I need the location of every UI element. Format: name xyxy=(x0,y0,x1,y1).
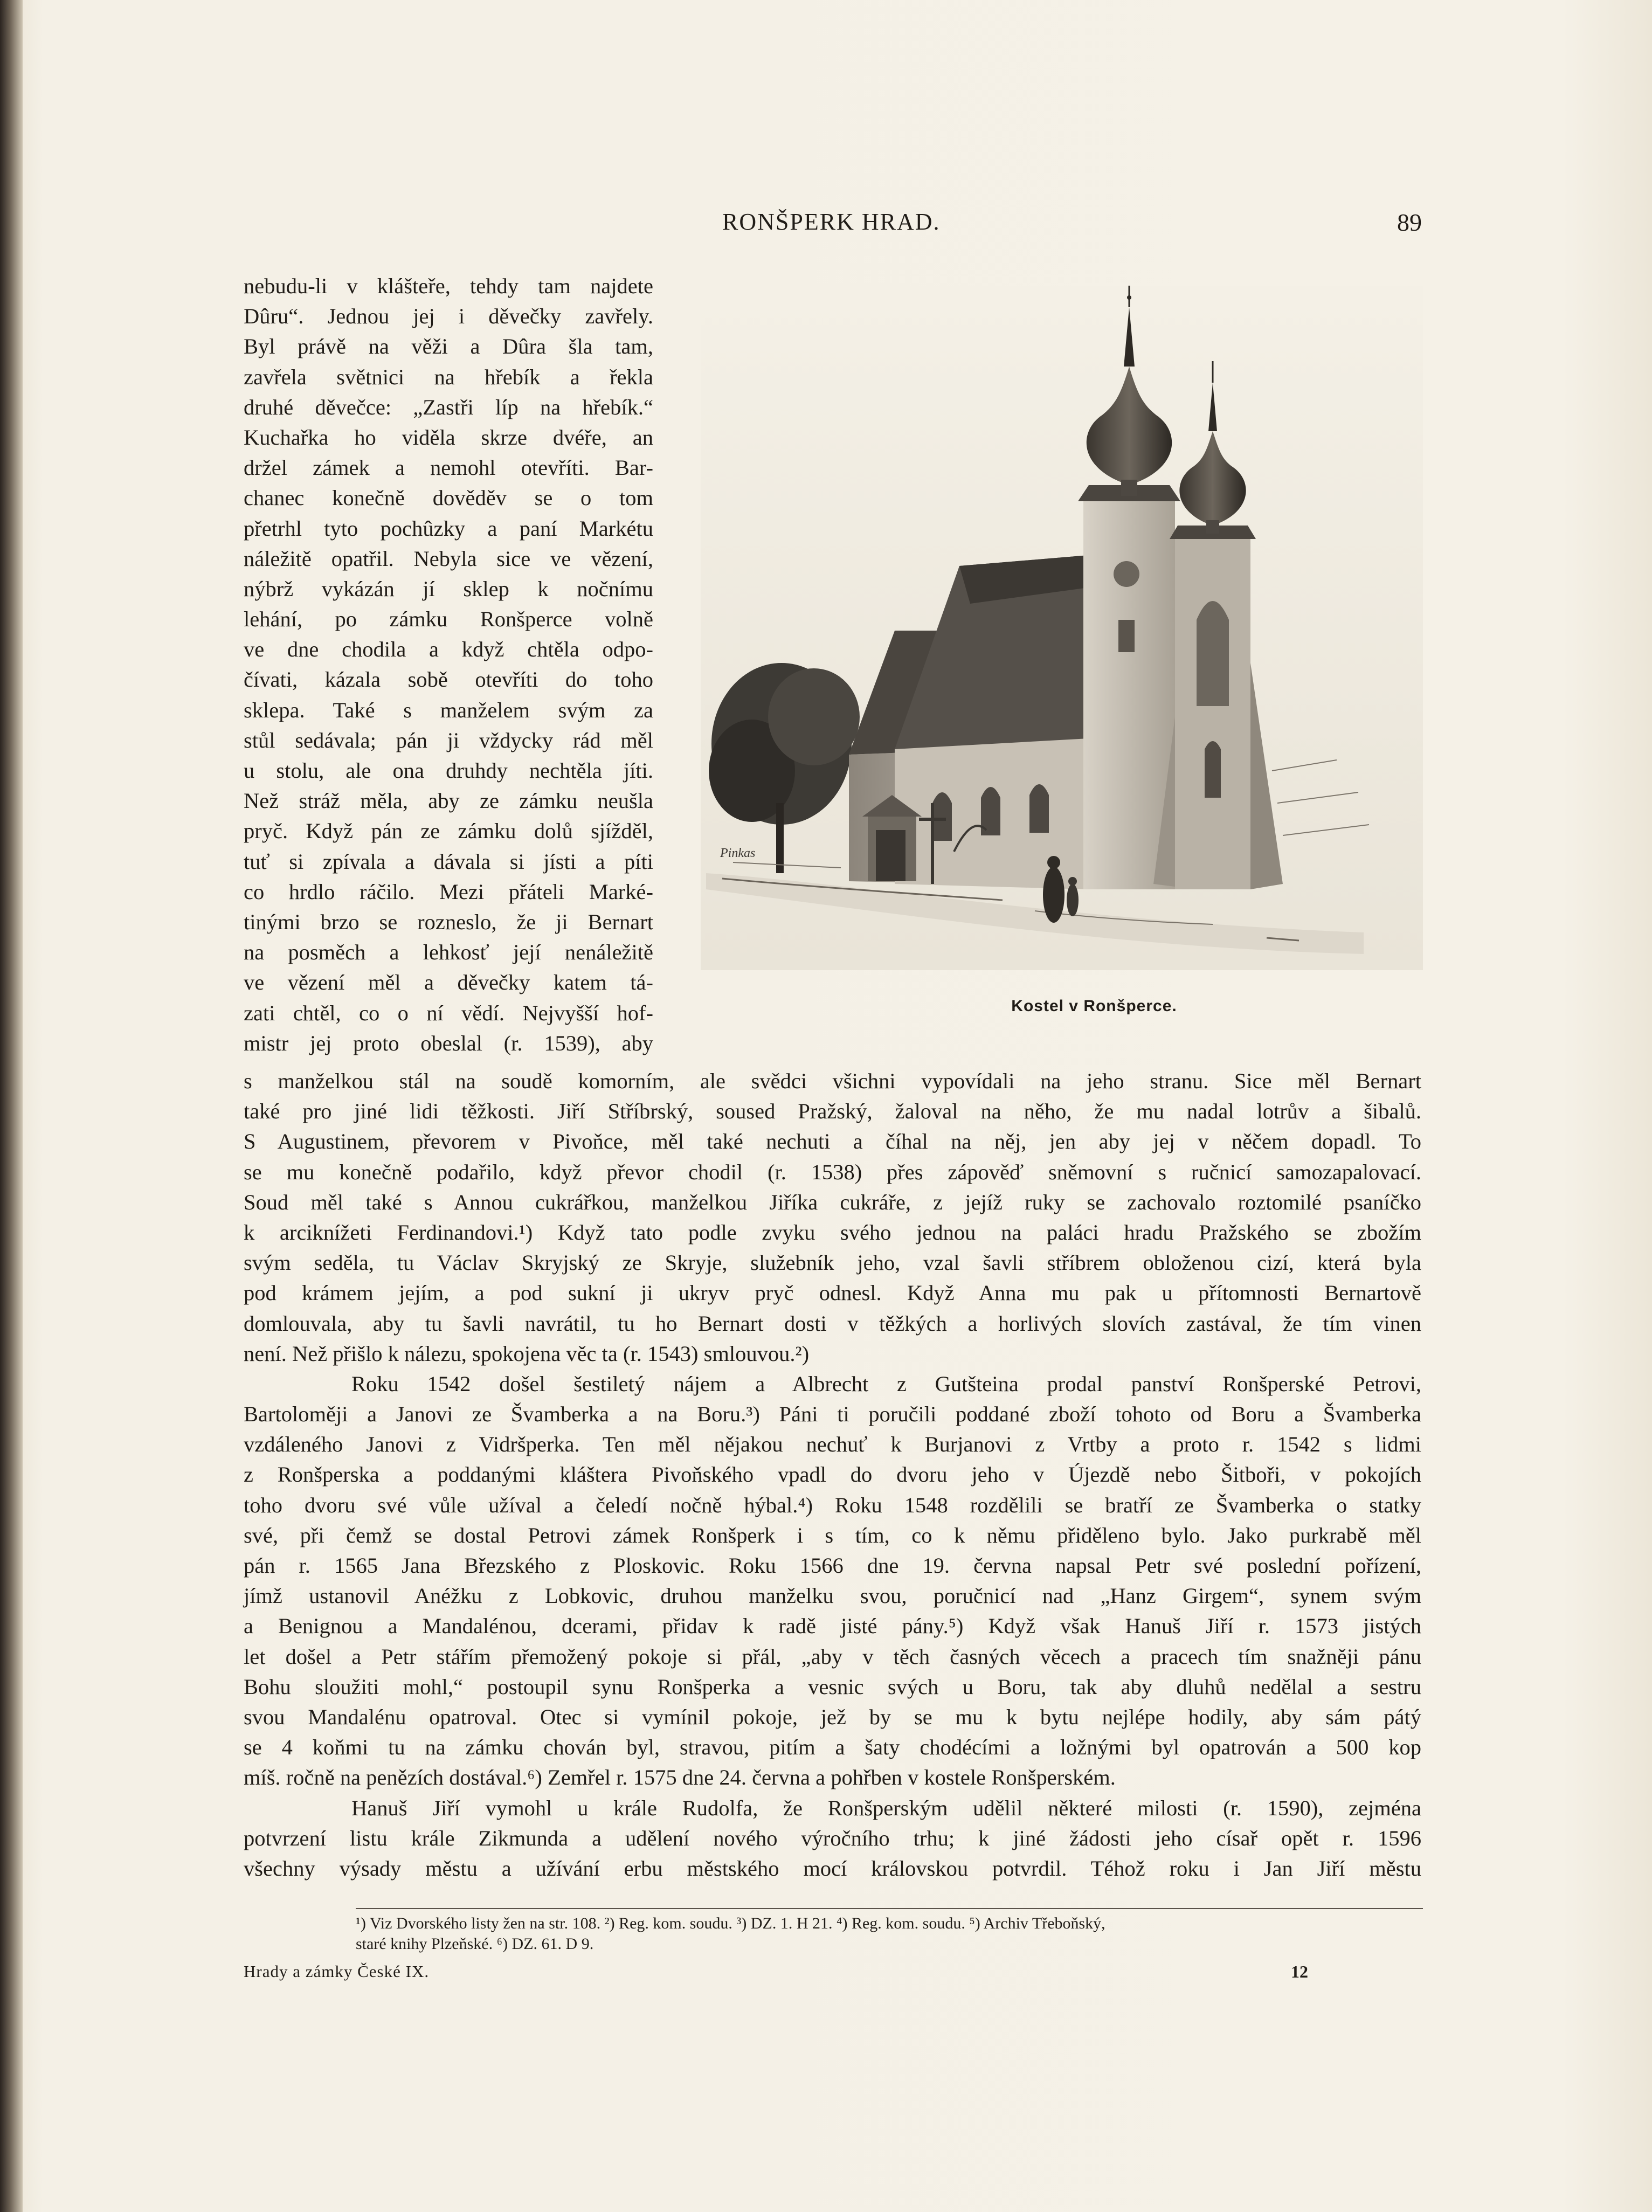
column-line: zavřela světnici na hřebík a řekla xyxy=(244,364,653,389)
column-line: čívati, kázala sobě otevříti do toho xyxy=(244,667,653,692)
artist-signature: Pinkas xyxy=(720,846,756,860)
footnote-line: ¹) Viz Dvorského listy žen na str. 108. ²) Reg. kom. soudu. ³) DZ. 1. H 21. ⁴) Reg. kom. soudu. ⁵) Archiv Třeboňský, xyxy=(356,1914,1105,1932)
column-line: mistr jej proto obeslal (r. 1539), aby xyxy=(244,1031,653,1055)
figure-caption: Kostel v Ronšperce. xyxy=(1011,997,1177,1015)
signature-line: Hrady a zámky České IX. xyxy=(244,1962,430,1981)
column-line: ve dne chodila a když chtěla odpo- xyxy=(244,637,653,662)
full-line: Soud měl také s Annou cukrářkou, manželkou Jiříka cukráře, z jejíž ruky se zachovalo roztomilé psaníčko xyxy=(244,1190,1421,1214)
page-number: 89 xyxy=(1397,209,1422,236)
column-line: Než stráž měla, aby ze zámku neušla xyxy=(244,789,653,813)
column-line: Dûru“. Jednou jej i děvečky zavřely. xyxy=(244,304,653,329)
paragraph2-line: toho dvoru své vůle užíval a čeledí nočně hýbal.⁴) Roku 1548 rozdělili se bratří ze Švamberka o statky xyxy=(244,1492,1421,1517)
paragraph2-line: Bohu sloužiti mohl,“ postoupil synu Ronšperka a vesnic svých u Boru, tak aby dluhů nedělal a sestru xyxy=(244,1674,1421,1699)
paragraph2-line: vzdáleného Janovi z Vidršperka. Ten měl nějakou nechuť k Burjanovi z Vrtby a proto r. 1542 s lidmi xyxy=(244,1432,1421,1457)
paragraph2-line: z Ronšperska a poddanými kláštera Pivoňského vpadl do dvoru jeho v Újezdě nebo Šitboři, v pokojích xyxy=(244,1462,1421,1487)
column-line: nebudu-li v klášteře, tehdy tam najdete xyxy=(244,274,653,298)
full-line: svým seděla, tu Václav Skryjský ze Skryje, služebník jeho, vzal šavli stříbrem obloženou cizí, která byla xyxy=(244,1250,1421,1275)
paragraph2-line: let došel a Petr stářím přemožený pokoje si přál, „aby v těch časných věcech a pracech tím snažněji pánu xyxy=(244,1644,1421,1669)
paragraph2-line: a Benignou a Mandalénou, dcerami, přidav k radě jisté pány.⁵) Když však Hanuš Jiří r. 1573 jistých xyxy=(244,1614,1421,1639)
full-line: pod krámem jejím, a pod sukní ji ukryv pryč odnesl. Když Anna mu pak u přítomnosti Bernartově xyxy=(244,1281,1421,1305)
column-line: držel zámek a nemohl otevříti. Bar- xyxy=(244,455,653,480)
paragraph2-line: svou Mandalénu opatroval. Otec si vymínil pokoje, jež by se mu k bytu nejlépe hodily, aby sám pátý xyxy=(244,1704,1421,1729)
column-line: tinými brzo se rozneslo, že ji Bernart xyxy=(244,909,653,934)
footnote-rule xyxy=(356,1908,1423,1909)
column-line: druhé děvečce: „Zastři líp na hřebík.“ xyxy=(244,395,653,419)
column-line: nýbrž vykázán jí sklep k nočnímu xyxy=(244,576,653,601)
footnotes xyxy=(356,1913,1423,1954)
page-binding-edge xyxy=(0,0,23,2212)
full-line: také pro jiné lidi těžkosti. Jiří Stříbrský, soused Pražský, žaloval na něho, že mu nadal lotrův a šibalů. xyxy=(244,1099,1421,1124)
column-line: pryč. Když pán ze zámku dolů sjížděl, xyxy=(244,819,653,844)
column-line: Kuchařka ho viděla skrze dvéře, an xyxy=(244,425,653,450)
paragraph2-line: své, při čemž se dostal Petrovi zámek Ronšperk i s tím, co k němu přiděleno bylo. Jako purkrabě měl xyxy=(244,1523,1421,1547)
church-illustration xyxy=(701,286,1423,970)
column-line: stůl sedávala; pán ji vždycky rád měl xyxy=(244,728,653,752)
paragraph2-line: míš. ročně na penězích dostával.⁶) Zemřel r. 1575 dne 24. června a pohřben v kostele Ronšperském. xyxy=(244,1765,1116,1790)
column-line: ve vězení měl a děvečky katem tá- xyxy=(244,970,653,995)
column-line: tuť si zpívala a dávala si jísti a píti xyxy=(244,849,653,874)
paragraph2-line: Roku 1542 došel šestiletý nájem a Albrecht z Gutšteina prodal panství Ronšperské Petrovi, xyxy=(351,1371,1421,1396)
sheet-number: 12 xyxy=(1291,1962,1308,1981)
full-line: se mu konečně podařilo, když převor chodil (r. 1538) přes zápověď sněmovní s ručnicí samozapalovací. xyxy=(244,1159,1421,1184)
full-line: k arciknížeti Ferdinandovi.¹) Když tato podle zvyku svého jednou na paláci hradu Pražského se zbožím xyxy=(244,1220,1421,1245)
left-column-text xyxy=(244,271,653,1059)
full-line: není. Než přišlo k nálezu, spokojena věc ta (r. 1543) smlouvou.²) xyxy=(244,1341,810,1366)
column-line: co hrdlo ráčilo. Mezi přáteli Marké- xyxy=(244,879,653,904)
column-line: náležitě opatřil. Nebyla sice ve vězení, xyxy=(244,546,653,571)
paragraph3-line: Hanuš Jiří vymohl u krále Rudolfa, že Ronšperským udělil některé milosti (r. 1590), zejména xyxy=(351,1795,1421,1820)
column-line: zati chtěl, co o ní vědí. Nejvyšší hof- xyxy=(244,1000,653,1025)
paragraph2-line: pán r. 1565 Jana Březského z Ploskovic. Roku 1566 dne 19. června napsal Petr své poslední pořízení, xyxy=(244,1553,1421,1578)
column-line: přetrhl tyto pochûzky a paní Markétu xyxy=(244,516,653,541)
running-title: RONŠPERK HRAD. xyxy=(722,209,941,235)
column-line: u stolu, ale ona druhdy nechtěla jíti. xyxy=(244,758,653,783)
full-line: s manželkou stál na soudě komorním, ale svědci všichni vypovídali na jeho stranu. Sice měl Bernart xyxy=(244,1069,1421,1093)
column-line: na posměch a lehkosť její nenáležitě xyxy=(244,940,653,965)
paragraph3-line: potvrzení listu krále Zikmunda a udělení nového výročního trhu; k jiné žádosti jeho císař opět r. 1596 xyxy=(244,1826,1421,1850)
column-line: Byl právě na věži a Dûra šla tam, xyxy=(244,334,653,359)
full-width-text xyxy=(244,1066,1421,1884)
column-line: chanec konečně dověděv se o tom xyxy=(244,486,653,510)
paragraph2-line: Bartoloměji a Janovi ze Švamberka a na Boru.³) Páni ti poručili poddané zboží tohoto od Boru a Švamberka xyxy=(244,1402,1421,1427)
column-line: lehání, po zámku Ronšperce volně xyxy=(244,607,653,632)
footnote-line: staré knihy Plzeňské. ⁶) DZ. 61. D 9. xyxy=(356,1935,594,1953)
paragraph2-line: se 4 koňmi tu na zámku chován byl, stravou, pitím a šaty chodécími a ložnými byl opatrován a 500 kop xyxy=(244,1735,1421,1760)
full-line: S Augustinem, převorem v Pivoňce, měl také nechuti a číhal na něj, jen aby jej v něčem dopadl. To xyxy=(244,1129,1421,1154)
paragraph2-line: jímž ustanovil Anéžku z Lobkovic, druhou manželku svou, poručnicí nad „Hanz Girgem“, synem svým xyxy=(244,1584,1421,1608)
paragraph3-line: všechny výsady městu a užívání erbu městského mocí královskou potvrdil. Téhož roku i Jan Jiří městu xyxy=(244,1856,1421,1881)
column-line: sklepa. Také s manželem svým za xyxy=(244,697,653,722)
full-line: domlouvala, aby tu šavli navrátil, tu ho Bernart dosti v těžkých a horlivých slovích zastával, že tím vinen xyxy=(244,1311,1421,1336)
